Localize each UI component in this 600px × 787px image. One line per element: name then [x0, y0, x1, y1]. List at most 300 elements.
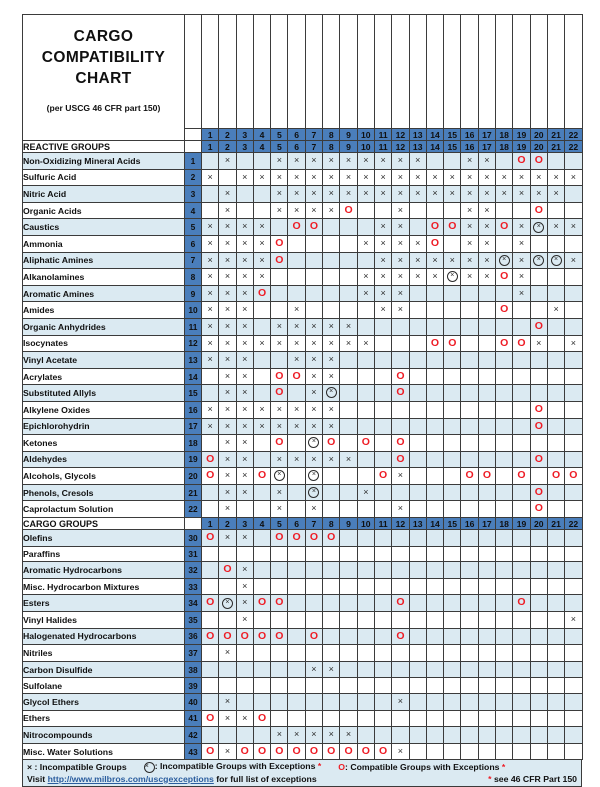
cell-16-17 — [478, 401, 495, 418]
cell-15-17 — [478, 385, 495, 402]
cell-6-14 — [426, 235, 443, 252]
table-row — [23, 385, 583, 402]
incompatible-marker: × — [276, 320, 282, 331]
cell-39-5 — [271, 678, 288, 694]
cargo-groups-section-label: CARGO GROUPS — [23, 518, 185, 530]
section-number-16: 16 — [461, 518, 478, 530]
column-number-8: 8 — [323, 129, 340, 141]
cell-7-20 — [530, 252, 547, 269]
incompatible-marker: × — [518, 271, 525, 282]
section-number-20: 20 — [530, 141, 547, 153]
cell-33-8 — [323, 578, 340, 595]
incompatible-marker: × — [224, 503, 231, 514]
cell-32-3 — [236, 562, 253, 579]
incompatible-marker: × — [242, 597, 248, 608]
cell-36-16 — [461, 628, 478, 645]
incompatible-marker: × — [311, 387, 317, 398]
cell-18-15 — [444, 435, 461, 452]
cell-8-20 — [530, 269, 547, 286]
cell-6-13 — [409, 235, 426, 252]
cell-14-7 — [305, 368, 322, 385]
legend-compatible-exceptions — [338, 762, 505, 772]
cell-14-19 — [513, 368, 530, 385]
incompatible-marker: × — [294, 729, 300, 740]
cell-9-2 — [219, 285, 236, 302]
cell-15-18 — [496, 385, 513, 402]
cell-6-9 — [340, 235, 357, 252]
cell-16-1 — [202, 401, 219, 418]
cell-38-16 — [461, 661, 478, 678]
compatible-exception-marker: O — [327, 744, 336, 757]
cell-6-1 — [202, 235, 219, 252]
cell-32-12 — [392, 562, 409, 579]
incompatible-marker: × — [224, 470, 231, 481]
exceptions-link[interactable]: http://www.milbros.com/uscgexceptions — [47, 773, 214, 784]
section-number-10: 10 — [357, 141, 374, 153]
cell-38-6 — [288, 661, 305, 678]
cell-6-4 — [253, 235, 270, 252]
cell-20-8 — [323, 468, 340, 485]
cell-33-12 — [392, 578, 409, 595]
cell-13-5 — [271, 352, 288, 369]
incompatible-exception-marker: × — [222, 598, 233, 609]
cell-37-19 — [513, 645, 530, 662]
incompatible-marker: × — [466, 155, 473, 165]
cell-33-17 — [478, 578, 495, 595]
cell-12-22 — [565, 335, 582, 352]
cell-30-20 — [530, 530, 547, 547]
incompatible-marker: × — [242, 354, 248, 365]
cell-11-17 — [478, 318, 495, 335]
incompatible-marker: × — [242, 580, 248, 591]
cell-41-17 — [478, 710, 495, 727]
cell-21-6 — [288, 484, 305, 501]
incompatible-marker: × — [345, 337, 352, 348]
cell-39-13 — [409, 678, 426, 694]
cell-35-13 — [409, 612, 426, 629]
cell-7-4 — [253, 252, 270, 269]
compatible-exception-marker: O — [257, 711, 267, 724]
reactive-row-number-21: 21 — [185, 484, 202, 501]
cargo-groups-body — [23, 530, 583, 760]
cell-5-1 — [202, 219, 219, 236]
cell-3-5 — [271, 186, 288, 203]
cell-42-16 — [461, 727, 478, 744]
cell-8-10 — [357, 269, 374, 286]
cell-36-17 — [478, 628, 495, 645]
incompatible-marker: × — [224, 486, 231, 497]
table-row — [23, 435, 583, 452]
compatible-exception-marker: O — [500, 270, 509, 283]
cell-40-1 — [202, 694, 219, 711]
cell-20-19 — [513, 468, 530, 485]
section-number-21: 21 — [547, 518, 564, 530]
cell-13-14 — [426, 352, 443, 369]
cell-15-8 — [323, 385, 340, 402]
cell-10-11 — [374, 302, 391, 319]
table-row — [23, 710, 583, 727]
cell-22-13 — [409, 501, 426, 518]
cell-35-1 — [202, 612, 219, 629]
cell-11-4 — [253, 318, 270, 335]
cell-34-17 — [478, 595, 495, 612]
cell-38-20 — [530, 661, 547, 678]
incompatible-marker: × — [311, 354, 317, 365]
cell-10-18 — [496, 302, 513, 319]
incompatible-marker: × — [397, 188, 404, 199]
incompatible-marker: × — [518, 237, 525, 248]
cell-33-19 — [513, 578, 530, 595]
cell-32-2 — [219, 562, 236, 579]
cell-39-10 — [357, 678, 374, 694]
cell-5-3 — [236, 219, 253, 236]
cell-12-2 — [219, 335, 236, 352]
incompatible-marker: × — [397, 745, 404, 756]
cell-8-19 — [513, 269, 530, 286]
cell-9-4 — [253, 285, 270, 302]
compatible-exception-marker: O — [275, 531, 284, 544]
cell-13-18 — [496, 352, 513, 369]
cell-6-5 — [271, 235, 288, 252]
compatible-exception-marker: O — [257, 629, 267, 642]
cell-37-13 — [409, 645, 426, 662]
table-row — [23, 335, 583, 352]
incompatible-marker: × — [224, 532, 231, 543]
incompatible-marker: × — [466, 171, 473, 182]
incompatible-marker: × — [242, 614, 248, 625]
section-number-19: 19 — [513, 518, 530, 530]
cell-7-10 — [357, 252, 374, 269]
incompatible-marker: × — [328, 663, 334, 674]
cell-15-4 — [253, 385, 270, 402]
cell-17-9 — [340, 418, 357, 435]
table-row — [23, 727, 583, 744]
cargo-row-number-30: 30 — [185, 530, 202, 547]
cell-41-20 — [530, 710, 547, 727]
incompatible-marker: × — [518, 188, 525, 199]
cell-36-11 — [374, 628, 391, 645]
cell-20-5 — [271, 468, 288, 485]
cell-42-13 — [409, 727, 426, 744]
cell-2-15 — [444, 169, 461, 186]
cell-34-5 — [271, 595, 288, 612]
section-number-18: 18 — [496, 518, 513, 530]
cell-9-7 — [305, 285, 322, 302]
cell-42-8 — [323, 727, 340, 744]
incompatible-marker: × — [242, 320, 248, 331]
cell-9-15 — [444, 285, 461, 302]
incompatible-marker: × — [311, 503, 317, 514]
cell-14-16 — [461, 368, 478, 385]
cell-41-5 — [271, 710, 288, 727]
legend-compatible-exceptions-text: : Compatible Groups with Exceptions — [345, 761, 500, 772]
table-row — [23, 694, 583, 711]
cell-34-8 — [323, 595, 340, 612]
cell-6-18 — [496, 235, 513, 252]
cell-1-6 — [288, 153, 305, 170]
cell-2-21 — [547, 169, 564, 186]
cell-15-7 — [305, 385, 322, 402]
cell-43-17 — [478, 743, 495, 760]
incompatible-marker: × — [242, 171, 248, 182]
cell-38-8 — [323, 661, 340, 678]
section-number-5: 5 — [271, 141, 288, 153]
cell-18-3 — [236, 435, 253, 452]
incompatible-marker: × — [397, 155, 404, 165]
table-row — [23, 219, 583, 236]
cell-12-6 — [288, 335, 305, 352]
cell-6-6 — [288, 235, 305, 252]
cell-14-6 — [288, 368, 305, 385]
cell-22-1 — [202, 501, 219, 518]
incompatible-marker: × — [276, 188, 282, 199]
cell-3-6 — [288, 186, 305, 203]
reactive-row-number-16: 16 — [185, 401, 202, 418]
cell-11-8 — [323, 318, 340, 335]
cargo-row-label-38: Carbon Disulfide — [23, 661, 185, 678]
cell-42-7 — [305, 727, 322, 744]
cell-15-20 — [530, 385, 547, 402]
cell-8-16 — [461, 269, 478, 286]
cell-34-6 — [288, 595, 305, 612]
section-number-9: 9 — [340, 141, 357, 153]
cell-32-9 — [340, 562, 357, 579]
cell-6-8 — [323, 235, 340, 252]
cell-19-5 — [271, 451, 288, 468]
compatible-exception-marker: O — [534, 402, 543, 415]
cell-11-11 — [374, 318, 391, 335]
cell-7-1 — [202, 252, 219, 269]
cell-22-8 — [323, 501, 340, 518]
cell-22-18 — [496, 501, 513, 518]
cell-3-18 — [496, 186, 513, 203]
cell-12-11 — [374, 335, 391, 352]
cell-1-19 — [513, 153, 530, 170]
cell-14-9 — [340, 368, 357, 385]
incompatible-marker: × — [397, 696, 404, 706]
incompatible-marker: × — [328, 204, 334, 215]
cell-36-14 — [426, 628, 443, 645]
incompatible-marker: × — [224, 354, 231, 365]
cell-34-22 — [565, 595, 582, 612]
incompatible-marker: × — [432, 188, 438, 199]
incompatible-marker: × — [224, 221, 231, 232]
legend-footnote-text: see 46 CFR Part 150 — [493, 773, 577, 784]
cell-13-11 — [374, 352, 391, 369]
cell-16-10 — [357, 401, 374, 418]
cell-11-12 — [392, 318, 409, 335]
section-number-17: 17 — [478, 518, 495, 530]
cell-20-1 — [202, 468, 219, 485]
reactive-row-label-19: Aldehydes — [23, 451, 185, 468]
cell-22-5 — [271, 501, 288, 518]
cell-11-13 — [409, 318, 426, 335]
incompatible-marker: × — [207, 237, 213, 248]
cell-16-20 — [530, 401, 547, 418]
incompatible-marker: × — [224, 387, 231, 398]
incompatible-marker: × — [276, 420, 282, 431]
cell-11-10 — [357, 318, 374, 335]
incompatible-exception-marker: × — [447, 271, 458, 282]
cell-11-18 — [496, 318, 513, 335]
incompatible-marker: × — [311, 320, 317, 331]
cell-42-19 — [513, 727, 530, 744]
cell-30-18 — [496, 530, 513, 547]
incompatible-marker: × — [311, 663, 317, 674]
incompatible-marker: × — [397, 204, 404, 215]
cell-19-18 — [496, 451, 513, 468]
cell-36-22 — [565, 628, 582, 645]
incompatible-marker: × — [207, 337, 213, 348]
cell-16-2 — [219, 401, 236, 418]
chart-subtitle: (per USCG 46 CFR part 150) — [46, 103, 161, 113]
reactive-row-label-4: Organic Acids — [23, 202, 185, 219]
cell-22-15 — [444, 501, 461, 518]
cell-21-1 — [202, 484, 219, 501]
incompatible-marker: × — [294, 171, 300, 182]
cell-21-17 — [478, 484, 495, 501]
incompatible-marker: × — [224, 188, 231, 199]
incompatible-marker: × — [207, 304, 213, 315]
cell-4-5 — [271, 202, 288, 219]
cell-38-21 — [547, 661, 564, 678]
cell-16-22 — [565, 401, 582, 418]
incompatible-marker: × — [294, 155, 300, 165]
cell-1-11 — [374, 153, 391, 170]
cell-38-11 — [374, 661, 391, 678]
cell-18-12 — [392, 435, 409, 452]
cell-10-13 — [409, 302, 426, 319]
cell-40-6 — [288, 694, 305, 711]
cell-36-10 — [357, 628, 374, 645]
column-header-1 — [202, 15, 219, 129]
cell-32-17 — [478, 562, 495, 579]
incompatible-marker: × — [242, 221, 248, 232]
incompatible-marker: × — [397, 237, 404, 248]
cell-8-1 — [202, 269, 219, 286]
cell-31-6 — [288, 546, 305, 562]
cell-39-18 — [496, 678, 513, 694]
cell-2-13 — [409, 169, 426, 186]
cell-42-9 — [340, 727, 357, 744]
cell-7-15 — [444, 252, 461, 269]
cell-21-18 — [496, 484, 513, 501]
cell-43-8 — [323, 743, 340, 760]
cell-31-18 — [496, 546, 513, 562]
incompatible-marker: × — [224, 254, 231, 265]
column-number-7: 7 — [305, 129, 322, 141]
incompatible-marker: × — [363, 486, 369, 497]
cell-42-10 — [357, 727, 374, 744]
reactive-row-label-15: Substituted Allyls — [23, 385, 185, 402]
visit-suffix: for full list of exceptions — [216, 773, 317, 784]
cell-20-20 — [530, 468, 547, 485]
compatible-exception-marker: O — [396, 629, 405, 642]
column-header-13 — [409, 15, 426, 129]
compatible-exception-marker: O — [240, 629, 249, 642]
cell-17-7 — [305, 418, 322, 435]
cell-14-11 — [374, 368, 391, 385]
cell-35-22 — [565, 612, 582, 629]
compatible-exception-marker: O — [396, 436, 405, 449]
cell-43-7 — [305, 743, 322, 760]
cell-1-17 — [478, 153, 495, 170]
cell-1-21 — [547, 153, 564, 170]
cell-8-2 — [219, 269, 236, 286]
incompatible-marker: × — [449, 188, 455, 199]
cell-7-17 — [478, 252, 495, 269]
reactive-row-number-4: 4 — [185, 202, 202, 219]
section-number-1: 1 — [202, 141, 219, 153]
cell-10-12 — [392, 302, 409, 319]
cell-10-22 — [565, 302, 582, 319]
incompatible-marker: × — [484, 254, 490, 265]
cell-9-10 — [357, 285, 374, 302]
cell-43-16 — [461, 743, 478, 760]
cell-39-20 — [530, 678, 547, 694]
cargo-row-label-34: Esters — [23, 595, 185, 612]
incompatible-marker: × — [328, 403, 334, 414]
cell-12-7 — [305, 335, 322, 352]
cell-20-3 — [236, 468, 253, 485]
reactive-row-number-12: 12 — [185, 335, 202, 352]
cargo-row-number-35: 35 — [185, 612, 202, 629]
cell-8-7 — [305, 269, 322, 286]
cell-32-10 — [357, 562, 374, 579]
cell-9-21 — [547, 285, 564, 302]
incompatible-marker: × — [294, 320, 300, 331]
column-number-6: 6 — [288, 129, 305, 141]
incompatible-marker: × — [484, 204, 490, 215]
cell-8-21 — [547, 269, 564, 286]
cell-40-4 — [253, 694, 270, 711]
column-header-12 — [392, 15, 409, 129]
cell-2-5 — [271, 169, 288, 186]
reactive-row-label-6: Ammonia — [23, 235, 185, 252]
cell-5-9 — [340, 219, 357, 236]
incompatible-marker: × — [259, 237, 265, 248]
cell-3-7 — [305, 186, 322, 203]
cell-2-6 — [288, 169, 305, 186]
reactive-groups-vertical-header — [185, 15, 202, 129]
incompatible-marker: × — [397, 287, 404, 298]
cargo-row-label-39: Sulfolane — [23, 678, 185, 694]
cell-20-9 — [340, 468, 357, 485]
cell-38-19 — [513, 661, 530, 678]
reactive-row-label-12: Isocynates — [23, 335, 185, 352]
compatibility-table — [22, 14, 583, 760]
incompatible-marker: × — [259, 271, 265, 282]
cell-33-11 — [374, 578, 391, 595]
cell-2-10 — [357, 169, 374, 186]
cell-38-17 — [478, 661, 495, 678]
compatible-exception-marker: O — [257, 596, 267, 609]
cell-3-4 — [253, 186, 270, 203]
incompatible-marker: × — [570, 337, 577, 348]
cell-19-10 — [357, 451, 374, 468]
cell-1-5 — [271, 153, 288, 170]
legend — [22, 760, 582, 786]
cell-33-21 — [547, 578, 564, 595]
cell-13-9 — [340, 352, 357, 369]
cell-19-16 — [461, 451, 478, 468]
cell-15-11 — [374, 385, 391, 402]
cell-12-14 — [426, 335, 443, 352]
reactive-row-label-18: Ketones — [23, 435, 185, 452]
reactive-row-number-5: 5 — [185, 219, 202, 236]
compatible-exception-marker: O — [534, 203, 543, 216]
cell-43-2 — [219, 743, 236, 760]
